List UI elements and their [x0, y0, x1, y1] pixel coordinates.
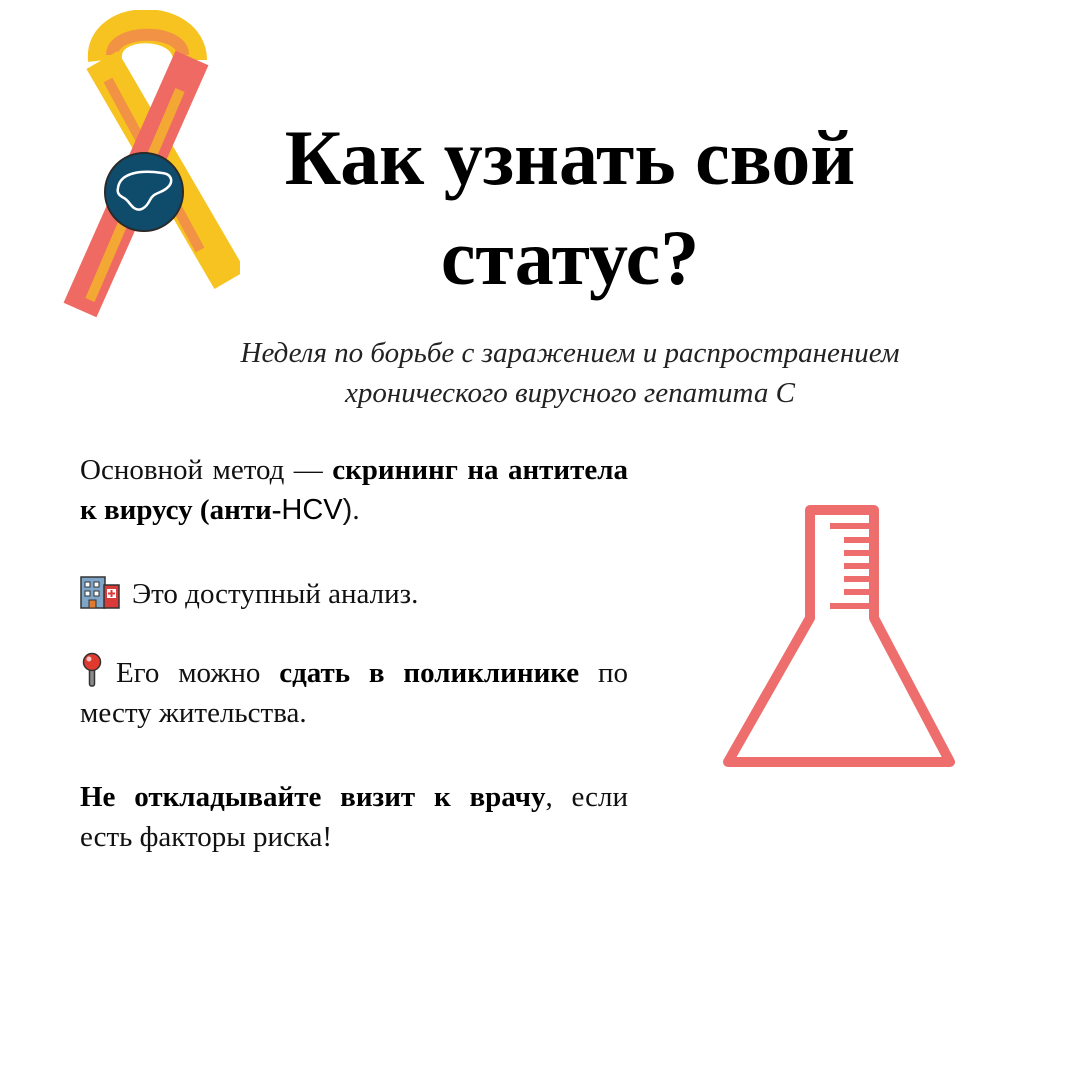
- where-suffix: по месту жительства.: [80, 657, 628, 729]
- method-suffix: .: [352, 494, 360, 526]
- where-bold: сдать в поликлинике: [279, 657, 580, 689]
- method-bold: скрининг на антитела к вирусу (анти-: [80, 454, 628, 526]
- subtitle-line-2: хронического вирусного гепатита С: [345, 377, 795, 409]
- hospital-icon: [80, 573, 120, 609]
- warning-suffix: , если есть факторы риска!: [80, 781, 628, 853]
- available-text: Это доступный анализ.: [132, 578, 419, 610]
- warning-paragraph: [80, 777, 628, 857]
- where-paragraph: [80, 652, 628, 733]
- awareness-ribbon-icon: [50, 10, 240, 350]
- where-prefix: Его можно: [116, 657, 280, 689]
- page-title: [250, 108, 890, 308]
- liver-icon: [105, 153, 183, 231]
- method-close: ): [342, 494, 353, 526]
- subtitle: [150, 333, 990, 413]
- flask-icon: [718, 500, 962, 772]
- hcv-abbr: HCV: [281, 494, 343, 526]
- subtitle-line-1: Неделя по борьбе с заражением и распространением: [240, 337, 900, 369]
- title-line-1: Как узнать свой: [284, 114, 856, 201]
- warning-bold: Не откладывайте визит к врачу: [80, 781, 546, 813]
- available-paragraph: [80, 573, 628, 614]
- title-line-2: статус?: [440, 214, 700, 301]
- round-pushpin-icon: [80, 652, 104, 688]
- method-paragraph: [80, 450, 628, 530]
- method-prefix: Основной метод —: [80, 454, 333, 486]
